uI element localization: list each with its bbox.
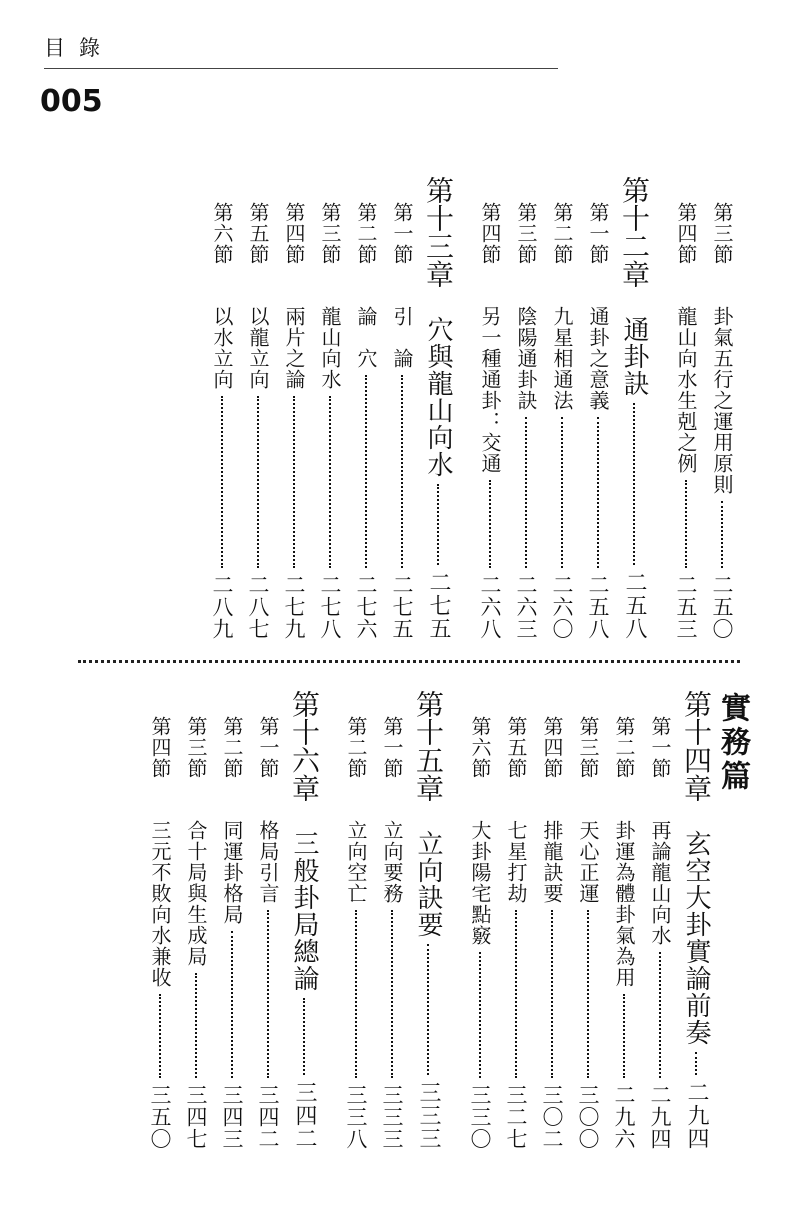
entry-title: 龍山向水生剋之例 (674, 306, 698, 474)
entry-page-number: 二五三 (674, 574, 698, 640)
leader-dots (159, 994, 161, 1078)
entry-page-number: 二五八 (586, 574, 610, 640)
entry-page-number: 三〇〇 (576, 1084, 600, 1150)
toc-section-entry[interactable] (374, 690, 410, 1150)
leader-dots (437, 484, 439, 565)
entry-page-number: 三〇二 (540, 1084, 564, 1150)
chapter-gap (322, 690, 338, 1152)
entry-page-number: 二七五 (390, 574, 414, 640)
entry-title: 同運卦格局 (220, 820, 244, 925)
entry-title: 三元不敗向水兼收 (148, 820, 172, 988)
section-number: 第三節 (184, 716, 208, 779)
entry-page-number: 三三〇 (468, 1084, 492, 1150)
entry-title: 卦運為體卦氣為用 (612, 820, 636, 988)
leader-dots (427, 944, 429, 1075)
section-number: 第二節 (612, 716, 636, 779)
header-rule (44, 68, 558, 69)
section-number: 第四節 (282, 202, 306, 265)
toc-section-entry[interactable] (498, 690, 534, 1150)
entry-title: 立向空亡 (344, 820, 368, 904)
entry-page-number: 二八九 (210, 574, 234, 640)
toc-section-entry[interactable] (384, 176, 420, 640)
section-number: 第二節 (344, 716, 368, 779)
entry-title: 另一種通卦：交通 (478, 306, 502, 474)
leader-dots (231, 931, 233, 1078)
entry-title: 排龍訣要 (540, 820, 564, 904)
leader-dots (257, 396, 259, 568)
chapter-number: 第十六章 (288, 690, 321, 802)
section-number: 第一節 (256, 716, 280, 779)
entry-title: 龍山向水 (318, 306, 342, 390)
entry-page-number: 三五〇 (148, 1084, 172, 1150)
entry-title: 論 穴 (354, 306, 378, 369)
entry-title: 立向訣要 (413, 830, 443, 938)
section-number: 第一節 (390, 202, 414, 265)
entry-title: 九星相通法 (550, 306, 574, 411)
leader-dots (525, 417, 527, 568)
leader-dots (623, 994, 625, 1078)
entry-title: 天心正運 (576, 820, 600, 904)
section-number: 第二節 (220, 716, 244, 779)
toc-section-entry[interactable] (544, 176, 580, 640)
entry-page-number: 三三八 (344, 1084, 368, 1150)
chapter-number: 第十二章 (618, 176, 651, 288)
entry-page-number: 二五八 (622, 571, 647, 640)
leader-dots (561, 417, 563, 568)
toc-section-entry[interactable] (240, 176, 276, 640)
toc-section-entry[interactable] (472, 176, 508, 640)
toc-section-entry[interactable] (276, 176, 312, 640)
leader-dots (489, 480, 491, 568)
toc-section-entry[interactable] (508, 176, 544, 640)
toc-section-entry[interactable] (142, 690, 178, 1150)
entry-page-number: 二八七 (246, 574, 270, 640)
toc-chapter-entry[interactable] (420, 176, 456, 640)
leader-dots (597, 417, 599, 568)
toc-section-entry[interactable] (348, 176, 384, 640)
leader-dots (587, 910, 589, 1078)
entry-page-number: 二七六 (354, 574, 378, 640)
leader-dots (221, 396, 223, 568)
chapter-gap (456, 176, 472, 640)
section-number: 第三節 (710, 202, 734, 265)
entry-page-number: 二五〇 (710, 574, 734, 640)
toc-section-entry[interactable] (642, 690, 678, 1150)
chapter-gap (446, 690, 462, 1152)
entry-title: 立向要務 (380, 820, 404, 904)
entry-title: 合十局與生成局 (184, 820, 208, 967)
entry-page-number: 三四三 (220, 1084, 244, 1150)
leader-dots (267, 910, 269, 1078)
toc-section-entry[interactable] (204, 176, 240, 640)
entry-title: 以水立向 (210, 306, 234, 390)
section-number: 第六節 (468, 716, 492, 779)
toc-section-entry[interactable] (312, 176, 348, 640)
entry-title: 玄空大卦實論前奏 (681, 830, 711, 1046)
entry-page-number: 三三三 (380, 1084, 404, 1150)
entry-page-number: 二九六 (612, 1084, 636, 1150)
leader-dots (515, 910, 517, 1078)
chapter-number: 第十三章 (422, 176, 455, 288)
toc-section-entry[interactable] (214, 690, 250, 1150)
leader-dots (355, 910, 357, 1078)
section-number: 第一節 (586, 202, 610, 265)
toc-section-entry[interactable] (178, 690, 214, 1150)
entry-page-number: 三四七 (184, 1084, 208, 1150)
toc-section-entry[interactable] (570, 690, 606, 1150)
entry-title: 三般卦局總論 (289, 830, 319, 992)
toc-section-entry[interactable] (606, 690, 642, 1150)
toc-chapter-entry[interactable] (286, 690, 322, 1150)
chapter-gap (652, 176, 668, 640)
section-number: 第三節 (576, 716, 600, 779)
entry-page-number: 三三三 (416, 1081, 441, 1150)
toc-chapter-entry[interactable] (616, 176, 652, 640)
toc-lower-block (142, 690, 750, 1152)
section-number: 第三節 (514, 202, 538, 265)
entry-title: 以龍立向 (246, 306, 270, 390)
part-title: 實務篇 (715, 692, 750, 794)
page-number: 005 (40, 84, 103, 119)
leader-dots (695, 1052, 697, 1075)
entry-page-number: 二七八 (318, 574, 342, 640)
toc-section-entry[interactable] (534, 690, 570, 1150)
leader-dots (303, 998, 305, 1075)
section-number: 第四節 (674, 202, 698, 265)
leader-dots (195, 973, 197, 1078)
toc-section-entry[interactable] (338, 690, 374, 1150)
running-header-title: 目錄 (44, 36, 114, 60)
entry-title: 陰陽通卦訣 (514, 306, 538, 411)
entry-title: 大卦陽宅點竅 (468, 820, 492, 946)
toc-upper-block (204, 176, 740, 640)
leader-dots (329, 396, 331, 568)
entry-page-number: 二六〇 (550, 574, 574, 640)
section-number: 第二節 (354, 202, 378, 265)
entry-title: 通卦之意義 (586, 306, 610, 411)
leader-dots (479, 952, 481, 1078)
leader-dots (633, 403, 635, 565)
leader-dots (293, 396, 295, 568)
chapter-number: 第十五章 (412, 690, 445, 802)
entry-title: 通卦訣 (619, 316, 649, 397)
toc-section-entry[interactable] (704, 176, 740, 640)
entry-title: 引 論 (390, 306, 414, 369)
entry-title: 再論龍山向水 (648, 820, 672, 946)
toc-section-entry[interactable] (668, 176, 704, 640)
entry-title: 七星打劫 (504, 820, 528, 904)
section-number: 第四節 (148, 716, 172, 779)
entry-page-number: 二九四 (648, 1084, 672, 1150)
entry-title: 格局引言 (256, 820, 280, 904)
section-number: 第一節 (648, 716, 672, 779)
leader-dots (551, 910, 553, 1078)
entry-page-number: 三四二 (292, 1081, 317, 1150)
entry-page-number: 二七五 (426, 571, 451, 640)
entry-title: 兩片之論 (282, 306, 306, 390)
leader-dots (365, 375, 367, 568)
section-divider (78, 660, 740, 663)
toc-section-entry[interactable] (250, 690, 286, 1150)
toc-chapter-entry[interactable] (410, 690, 446, 1150)
entry-title: 卦氣五行之運用原則 (710, 306, 734, 495)
chapter-number: 第十四章 (680, 690, 713, 802)
entry-page-number: 二七九 (282, 574, 306, 640)
entry-page-number: 三二七 (504, 1084, 528, 1150)
toc-chapter-entry[interactable] (678, 690, 714, 1150)
leader-dots (391, 910, 393, 1078)
entry-page-number: 三四二 (256, 1084, 280, 1150)
entry-title: 穴與龍山向水 (423, 316, 453, 478)
leader-dots (659, 952, 661, 1078)
toc-section-entry[interactable] (462, 690, 498, 1150)
entry-page-number: 二九四 (684, 1081, 709, 1150)
section-number: 第一節 (380, 716, 404, 779)
section-number: 第四節 (540, 716, 564, 779)
section-number: 第五節 (504, 716, 528, 779)
leader-dots (685, 480, 687, 568)
entry-page-number: 二六八 (478, 574, 502, 640)
section-number: 第六節 (210, 202, 234, 265)
section-number: 第四節 (478, 202, 502, 265)
leader-dots (721, 501, 723, 568)
section-number: 第二節 (550, 202, 574, 265)
entry-page-number: 二六三 (514, 574, 538, 640)
toc-section-entry[interactable] (580, 176, 616, 640)
section-number: 第三節 (318, 202, 342, 265)
section-number: 第五節 (246, 202, 270, 265)
leader-dots (401, 375, 403, 568)
